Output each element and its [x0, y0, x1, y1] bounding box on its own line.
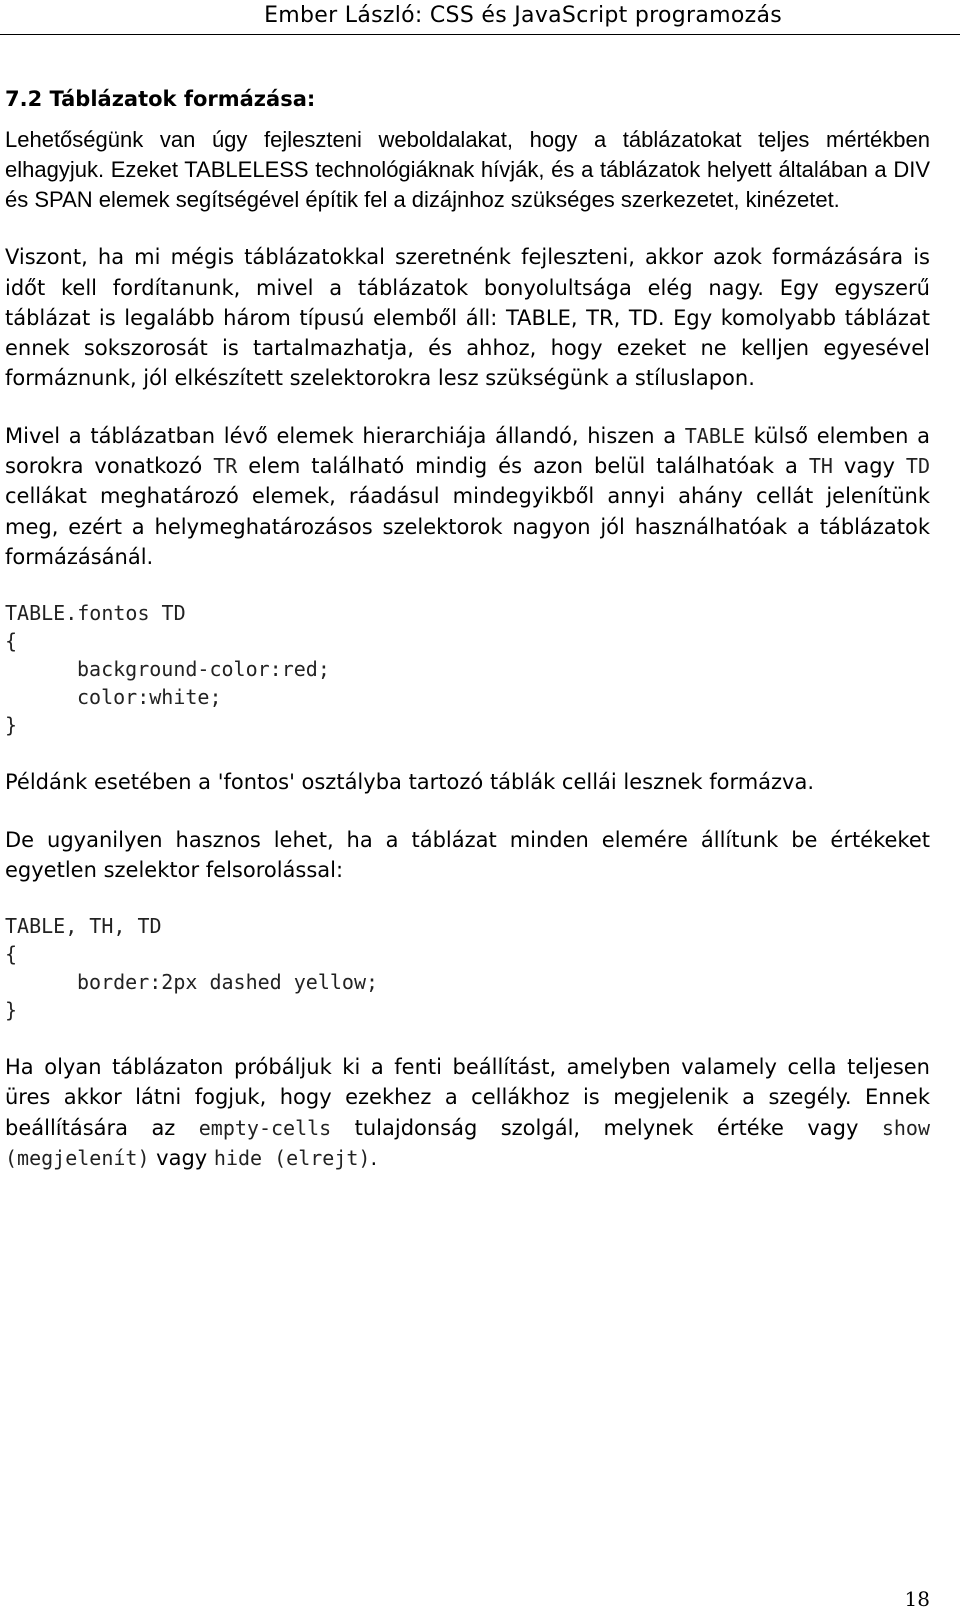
code-line: background-color:red;	[77, 657, 330, 682]
inline-code-show: show (megjelenít)	[5, 1115, 930, 1171]
inline-code-th: TH	[808, 454, 833, 479]
code-line: }	[5, 998, 18, 1023]
paragraph-table-complexity: Viszont, ha mi mégis táblázatokkal szeretnénk fejleszteni, akkor azok formázására is időt kell fordítanunk, mivel a táblázatok bonyolultsága elég nagy. Egy egyszerű táblázat is legalább három típusú elemből áll: TABLE, TR, TD. Egy komolyabb táblázat ennek sokszorosát is tartalmazhatja, és ahhoz, hogy ezeket ne kelljen egyesével formáznunk, jól elkészített szelektorokra lesz szükségünk a stíluslapon.	[5, 245, 930, 391]
code-line: TABLE, TH, TD	[5, 914, 162, 939]
code-line: TABLE.fontos TD	[5, 601, 186, 626]
paragraph-hierarchy	[5, 421, 930, 572]
paragraph-text: elem található mindig és azon belül találhatóak a	[237, 454, 809, 479]
document-title: Ember László: CSS és JavaScript programozás	[264, 3, 782, 28]
code-example-fontos	[5, 599, 930, 739]
paragraph-text: .	[370, 1146, 378, 1171]
code-line: {	[5, 942, 18, 967]
paragraph-text: cellákat meghatározó elemek, ráadásul mindegyikből annyi ahány cellát jelenítünk meg, ezért a helymeghatározásos szelektorok nagyon jól használhatóak a táblázatok formázásánál.	[5, 484, 930, 569]
paragraph-text: vagy	[832, 454, 906, 479]
paragraph-text: külső elemben a sorokra vonatkozó	[5, 423, 930, 479]
paragraph-text: Mivel a táblázatban lévő elemek hierarchiája állandó, hiszen a	[5, 423, 685, 448]
page-header	[0, 0, 960, 35]
paragraph-tableless: Lehetőségünk van úgy fejleszteni weboldalakat, hogy a táblázatokat teljes mértékben elhagyjuk. Ezeket TABLELESS technológiáknak hívják, és a táblázatok helyett általában a DIV és SPAN elemek segítségével építik fel a dizájnhoz szükséges szerkezetet, kinézetet.	[5, 127, 930, 213]
code-line: color:white;	[77, 685, 222, 710]
inline-code-empty-cells: empty-cells	[198, 1115, 332, 1140]
inline-code-hide: hide (elrejt)	[213, 1146, 371, 1171]
paragraph-selector-list: De ugyanilyen hasznos lehet, ha a táblázat minden elemére állítunk be értékeket egyetlen szelektor felsorolással:	[5, 827, 930, 882]
code-line: border:2px dashed yellow;	[77, 970, 379, 995]
inline-code-td: TD	[905, 454, 930, 479]
code-line: {	[5, 629, 18, 654]
paragraph-example-note: Példánk esetében a 'fontos' osztályba tartozó táblák cellái lesznek formázva.	[5, 770, 815, 795]
document-body	[5, 84, 930, 1200]
inline-code-table: TABLE	[684, 423, 745, 448]
inline-code-tr: TR	[213, 454, 238, 479]
code-example-border	[5, 912, 930, 1024]
code-line: }	[5, 713, 18, 738]
section-heading: 7.2 Táblázatok formázása:	[5, 87, 316, 111]
paragraph-empty-cells	[5, 1052, 930, 1173]
paragraph-text: vagy	[149, 1146, 214, 1171]
paragraph-text: Ha olyan táblázaton próbáljuk ki a fenti beállítást, amelyben valamely cella teljesen üres akkor látni fogjuk, hogy ezekhez a cellákhoz is megjelenik a szegély. Ennek beállítására az	[5, 1055, 930, 1140]
page-number: 18	[904, 1587, 930, 1611]
paragraph-text: tulajdonság szolgál, melynek értéke vagy	[331, 1115, 882, 1140]
